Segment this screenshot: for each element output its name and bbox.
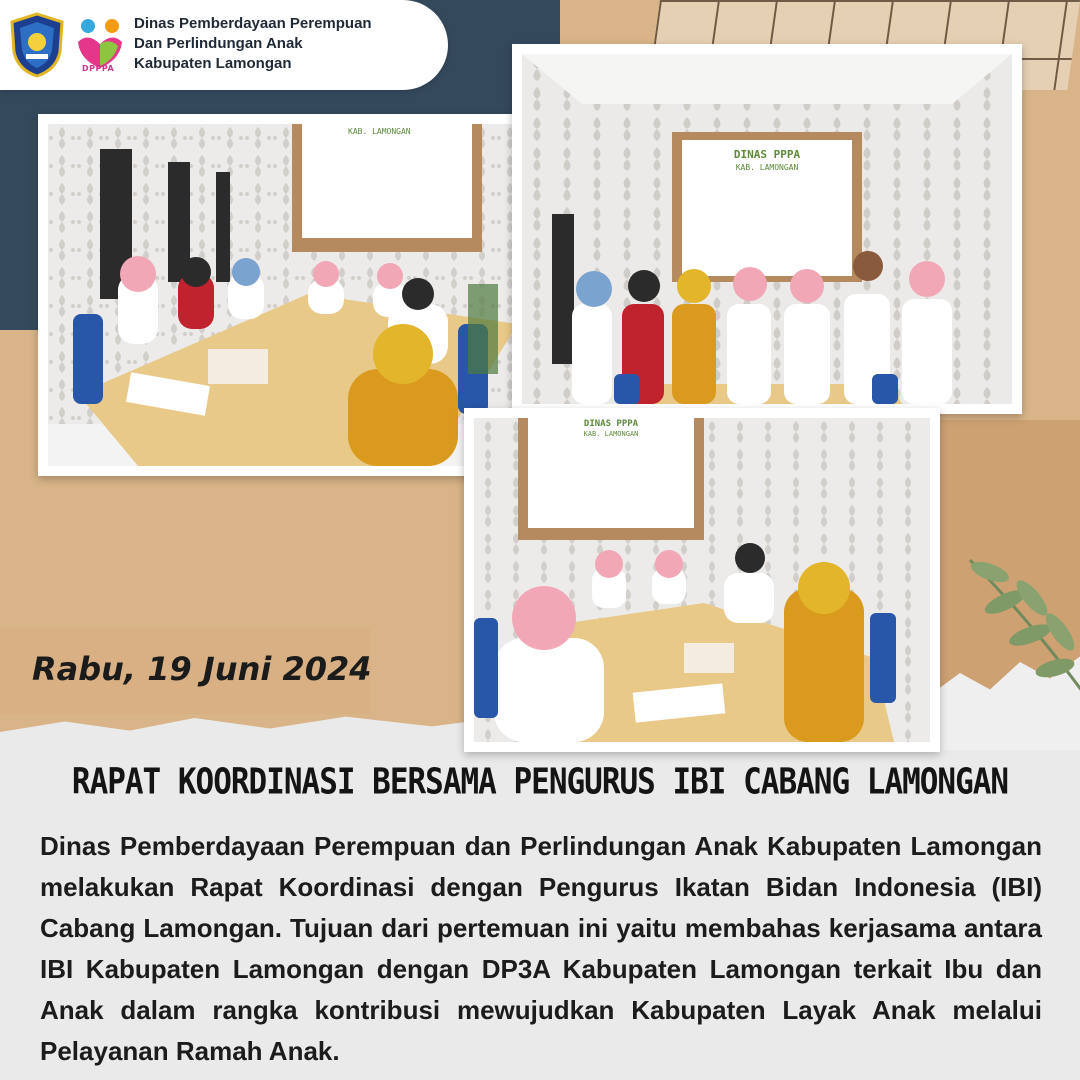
event-title: RAPAT KOORDINASI BERSAMA PENGURUS IBI CABANG LAMONGAN bbox=[71, 761, 1009, 803]
meeting-photo-1 bbox=[38, 114, 522, 476]
org-line-3: Kabupaten Lamongan bbox=[134, 55, 292, 72]
org-line-1: Dinas Pemberdayaan Perempuan bbox=[134, 15, 372, 32]
sign-line-2: KAB. LAMONGAN bbox=[735, 163, 799, 172]
organization-name bbox=[134, 14, 372, 74]
sign-line-1: DINAS PPPA bbox=[733, 148, 801, 161]
org-line-2: Dan Perlindungan Anak bbox=[134, 35, 303, 52]
meeting-photo-3 bbox=[464, 408, 940, 752]
sign-line-2: KAB. LAMONGAN bbox=[583, 430, 639, 438]
lamongan-crest-icon bbox=[10, 12, 64, 78]
group-pose-illustration bbox=[522, 54, 1012, 404]
meeting-room-illustration bbox=[48, 124, 512, 466]
group-photo-2 bbox=[512, 44, 1022, 414]
event-date: Rabu, 19 Juni 2024 bbox=[32, 650, 372, 688]
sign-line-1: DINAS PPPA bbox=[583, 419, 639, 429]
photo-1-content bbox=[48, 124, 512, 466]
event-description: Dinas Pemberdayaan Perempuan dan Perlindungan Anak Kabupaten Lamongan melakukan Rapat Koordinasi dengan Pengurus Ikatan Bidan Indonesia (IBI) Cabang Lamongan. Tujuan dari pertemuan ini yaitu membahas kerjasama antara IBI Kabupaten Lamongan dengan DP3A Kabupaten Lamongan terkait Ibu dan Anak dalam rangka kontribusi mewujudkan Kabupaten Layak Anak melalui Pelayanan Ramah Anak. bbox=[40, 831, 1042, 1066]
sign-text: KAB. LAMONGAN bbox=[348, 127, 411, 136]
leaf-branch-icon bbox=[960, 550, 1080, 700]
dpppa-logo-text: DPPPA bbox=[82, 64, 115, 73]
photo-3-content bbox=[474, 418, 930, 742]
organization-header bbox=[0, 0, 448, 90]
meeting-room-illustration-2 bbox=[474, 418, 930, 742]
photo-2-content bbox=[522, 54, 1012, 404]
